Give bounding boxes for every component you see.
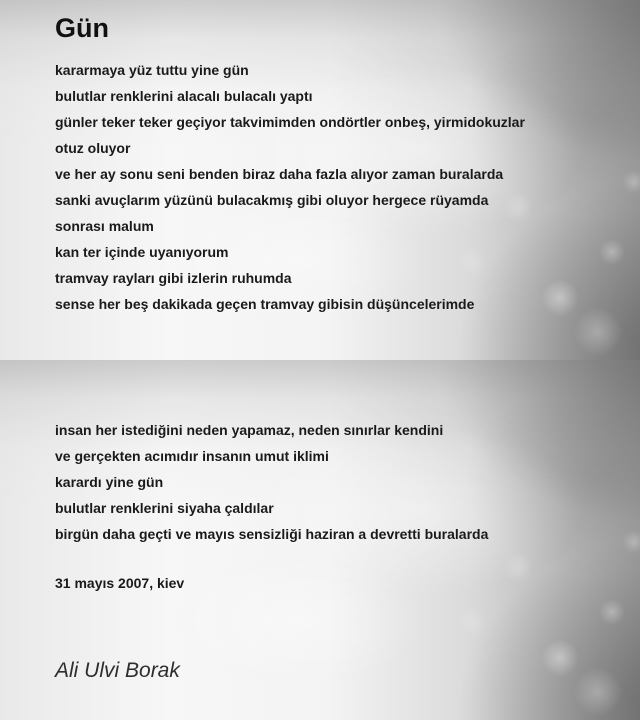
poem-line: sense her beş dakikada geçen tramvay gibisin düşüncelerimde (55, 296, 475, 312)
poem-line: sanki avuçlarım yüzünü bulacakmış gibi oluyor hergece rüyamda (55, 192, 489, 208)
stanza-2 (55, 417, 620, 547)
poem-line: ve gerçekten acımıdır insanın umut iklimi (55, 448, 329, 464)
date-spacer (55, 547, 620, 570)
poem-line: tramvay rayları gibi izlerin ruhumda (55, 270, 292, 286)
poem-line: kararmaya yüz tuttu yine gün (55, 62, 249, 78)
poem-line: ve her ay sonu seni benden biraz daha fazla alıyor zaman buralarda (55, 166, 504, 182)
stanza-spacer (55, 317, 620, 417)
poem-line: sonrası malum (55, 218, 154, 234)
poem-line: karardı yine gün (55, 474, 164, 490)
poem-line: kan ter içinde uyanıyorum (55, 244, 229, 260)
poem-title: Gün (55, 13, 109, 43)
poem-line: günler teker teker geçiyor takvimimden ondörtler onbeş, yirmidokuzlar (55, 114, 525, 130)
poem-date: 31 mayıs 2007, kiev (55, 575, 185, 591)
stanza-1 (55, 57, 620, 317)
poem-line: otuz oluyor (55, 140, 131, 156)
poem-line: birgün daha geçti ve mayıs sensizliği haziran a devretti buralarda (55, 526, 489, 542)
poem-line: bulutlar renklerini siyaha çaldılar (55, 500, 274, 516)
author-spacer (55, 596, 620, 658)
poem-line: insan her istediğini neden yapamaz, neden sınırlar kendini (55, 422, 444, 438)
poem-line: bulutlar renklerini alacalı bulacalı yaptı (55, 88, 313, 104)
poem-author: Ali Ulvi Borak (55, 659, 180, 682)
